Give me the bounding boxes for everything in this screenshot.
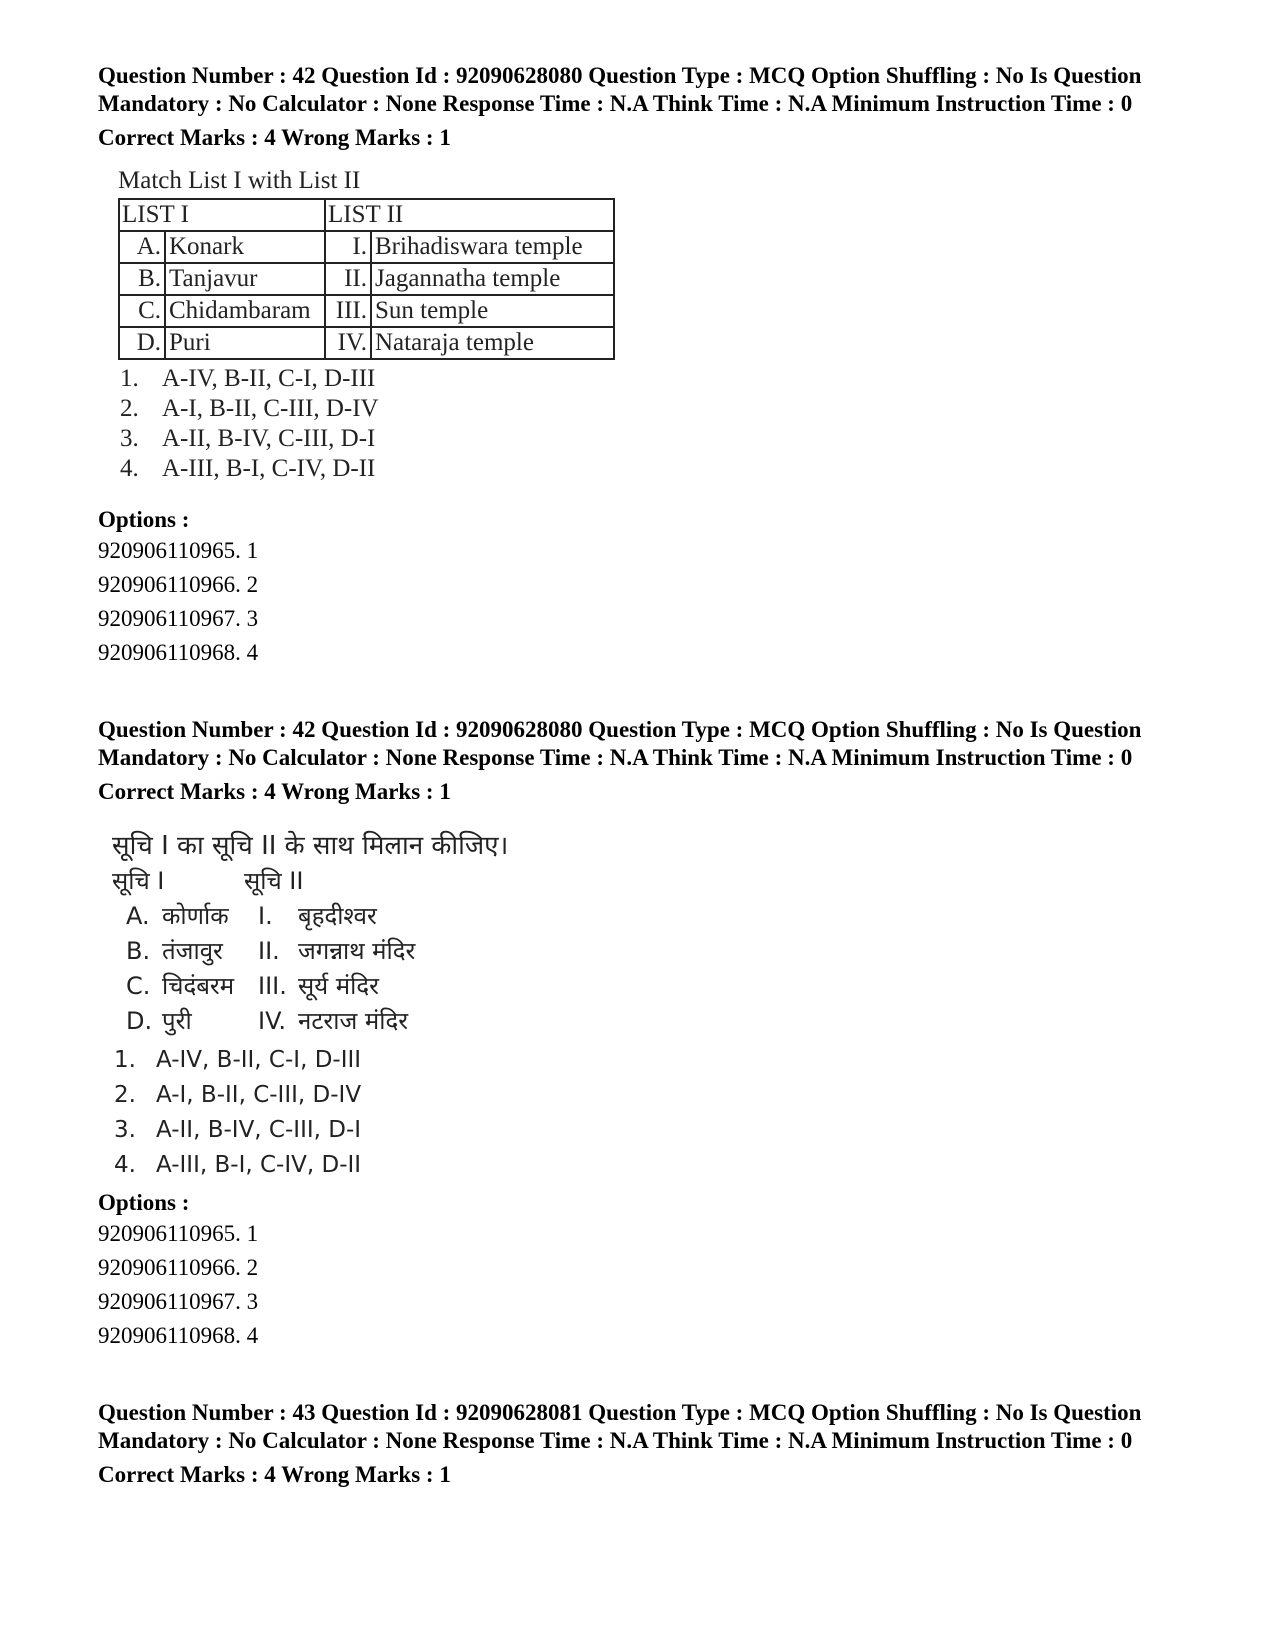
choice-text: A-I, B-II, C-III, D-IV [156,1082,362,1108]
row-roman: I. [258,902,273,930]
option-item: 920906110965. 1 [98,1221,259,1246]
list2-item: नटराज मंदिर [298,1007,409,1035]
option-item: 920906110966. 2 [98,1255,259,1280]
list2-cell [258,899,377,934]
list1-item: Tanjavur [165,263,325,295]
list1-item: पुरी [162,1007,192,1035]
list2-item: Sun temple [371,295,614,327]
option-item: 920906110967. 3 [98,606,259,631]
choice-text: A-III, B-I, C-IV, D-II [156,1152,362,1178]
list2-item: Jagannatha temple [371,263,614,295]
choice-number: 1. [114,1047,136,1073]
table-row [119,295,614,327]
match-lists [112,864,1188,1039]
list1-item: Konark [165,231,325,263]
question-header: Question Number : 42 Question Id : 92090628080 Question Type : MCQ Option Shuffling : No Is Question Mandatory : No Calculator : None Response Time : N.A Think Time : N.A Minimum Instruction Time : 0 [98,63,1142,116]
match-table [118,198,615,360]
spacer [98,670,1188,716]
list2-item: Brihadiswara temple [371,231,614,263]
list2-item: Nataraja temple [371,327,614,359]
question-header: Question Number : 43 Question Id : 92090628081 Question Type : MCQ Option Shuffling : No Is Question Mandatory : No Calculator : None Response Time : N.A Think Time : N.A Minimum Instruction Time : 0 [98,1400,1142,1453]
marks-line: Correct Marks : 4 Wrong Marks : 1 [98,779,451,804]
list-row [112,969,1188,1004]
row-roman: III. [325,295,371,327]
list1-item: Puri [165,327,325,359]
list1-cell [126,969,258,1004]
question-43 [98,1399,1188,1489]
list2-cell [258,969,379,1004]
choice-number: 4. [114,1152,136,1178]
option-item: 920906110967. 3 [98,1289,259,1314]
marks-line: Correct Marks : 4 Wrong Marks : 1 [98,125,451,150]
row-roman: II. [258,937,280,965]
row-roman: II. [325,263,371,295]
question-42-english [98,62,1188,670]
row-letter: C. [126,972,151,1000]
row-letter: D. [119,327,165,359]
option-item: 920906110968. 4 [98,640,259,665]
row-roman: IV. [258,1007,287,1035]
list2-header: सूचि II [244,867,304,895]
row-letter: B. [119,263,165,295]
answer-choice [118,454,1188,484]
option-item: 920906110966. 2 [98,572,259,597]
choice-text: A-IV, B-II, C-I, D-III [162,365,376,392]
list-row [112,899,1188,934]
choice-text: A-IV, B-II, C-I, D-III [156,1047,362,1073]
answer-choice [112,1113,1188,1148]
row-letter: C. [119,295,165,327]
choice-number: 3. [120,425,139,452]
answer-choice [112,1078,1188,1113]
lists-header-row [112,864,1188,899]
question-header: Question Number : 42 Question Id : 92090628080 Question Type : MCQ Option Shuffling : No Is Question Mandatory : No Calculator : None Response Time : N.A Think Time : N.A Minimum Instruction Time : 0 [98,717,1142,770]
list1-item: चिदंबरम [162,972,235,1000]
answer-choice [118,364,1188,394]
choice-number: 2. [120,395,139,422]
list-row [112,934,1188,969]
option-item: 920906110968. 4 [98,1323,259,1348]
list1-item: तंजावुर [162,937,223,965]
list1-cell [126,934,258,969]
choice-text: A-III, B-I, C-IV, D-II [162,455,376,482]
row-roman: I. [325,231,371,263]
list1-cell [126,899,258,934]
question-image-hindi [112,828,1188,1183]
list1-header: LIST I [119,199,325,231]
choice-number: 2. [114,1082,136,1108]
list1-item: कोर्णाक [162,902,229,930]
answer-choices [112,1043,1188,1183]
list2-header: LIST II [325,199,614,231]
table-header-row [119,199,614,231]
options-label: Options : [98,1190,190,1215]
question-image-english [118,166,1188,484]
row-letter: A. [126,902,150,930]
options-label: Options : [98,507,190,532]
question-42-hindi [98,716,1188,1353]
answer-choice [112,1043,1188,1078]
table-row [119,231,614,263]
table-row [119,327,614,359]
list2-item: सूर्य मंदिर [298,972,379,1000]
choice-number: 1. [120,365,139,392]
question-title: सूचि I का सूचि II के साथ मिलान कीजिए। [112,831,509,861]
question-title: Match List I with List II [118,167,361,194]
marks-line: Correct Marks : 4 Wrong Marks : 1 [98,1462,451,1487]
answer-choice [118,424,1188,454]
list1-header: सूचि I [112,867,165,895]
list2-item: जगन्नाथ मंदिर [298,937,416,965]
choice-text: A-II, B-IV, C-III, D-I [156,1117,362,1143]
list-row [112,1004,1188,1039]
spacer [98,1353,1188,1399]
list1-cell [126,1004,258,1039]
table-row [119,263,614,295]
list2-cell [258,934,415,969]
row-letter: D. [126,1007,153,1035]
choice-text: A-II, B-IV, C-III, D-I [162,425,376,452]
row-roman: IV. [325,327,371,359]
option-item: 920906110965. 1 [98,538,259,563]
choice-number: 4. [120,455,139,482]
answer-choices [118,364,1188,484]
row-letter: A. [119,231,165,263]
list2-cell [258,1004,408,1039]
answer-choice [112,1148,1188,1183]
answer-choice [118,394,1188,424]
row-letter: B. [126,937,151,965]
list2-item: बृहदीश्वर [298,902,377,930]
row-roman: III. [258,972,287,1000]
document-page [98,62,1188,1489]
list1-item: Chidambaram [165,295,325,327]
choice-number: 3. [114,1117,136,1143]
choice-text: A-I, B-II, C-III, D-IV [162,395,379,422]
